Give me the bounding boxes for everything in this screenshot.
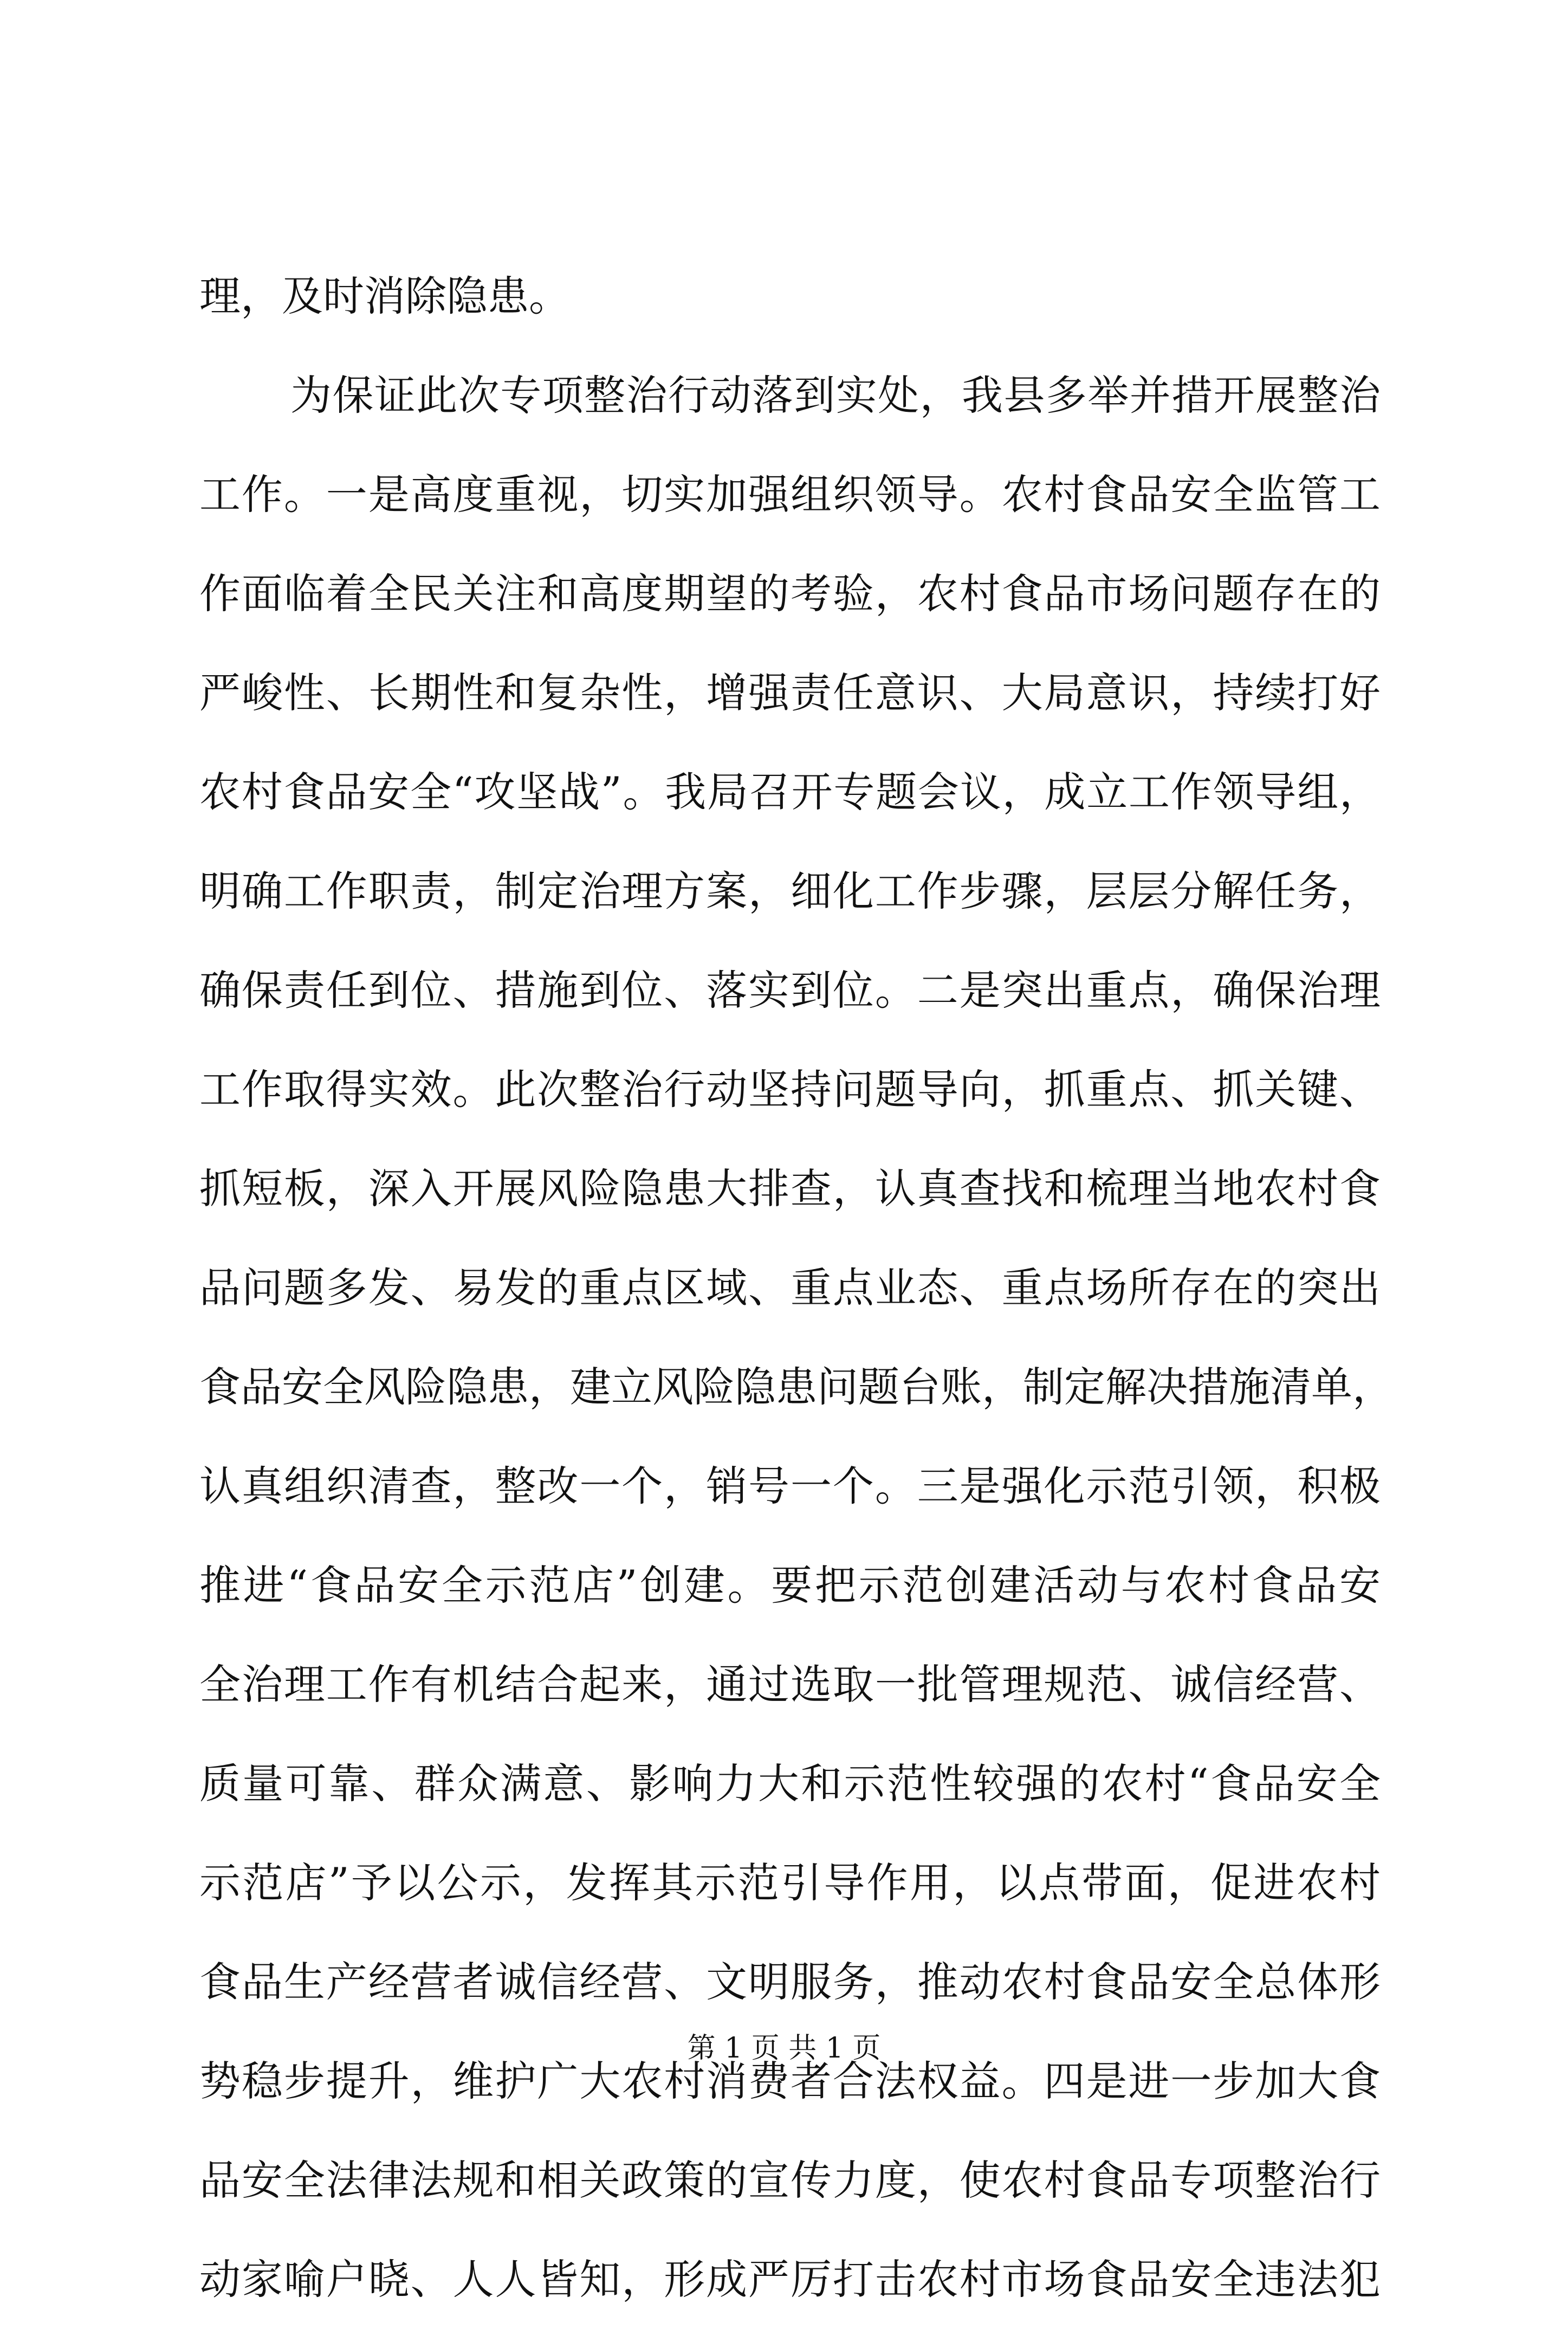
text-line: 理，及时消除隐患。 — [199, 272, 570, 320]
page-number: 第 1 页 共 1 页 — [687, 2032, 881, 2065]
text-line: 势稳步提升，维护广大农村消费者合法权益。四是进一步加大食 — [199, 2057, 1381, 2105]
text-line: 品问题多发、易发的重点区域、重点业态、重点场所存在的突出 — [199, 1264, 1381, 1312]
text-line: 质量可靠、群众满意、影响力大和示范性较强的农村“食品安全 — [199, 1759, 1381, 1808]
text-line: 工作取得实效。此次整治行动坚持问题导向，抓重点、抓关键、 — [199, 1065, 1381, 1114]
text-line: 为保证此次专项整治行动落到实处，我县多举并措开展整治 — [290, 371, 1381, 419]
page-footer — [0, 2029, 1568, 2067]
text-line: 明确工作职责，制定治理方案，细化工作步骤，层层分解任务， — [199, 867, 1381, 915]
text-line: 严峻性、长期性和复杂性，增强责任意识、大局意识，持续打好 — [199, 669, 1381, 717]
text-line: 认真组织清查，整改一个，销号一个。三是强化示范引领，积极 — [199, 1462, 1381, 1510]
text-line: 品安全法律法规和相关政策的宣传力度，使农村食品专项整治行 — [199, 2156, 1381, 2204]
document-body — [199, 247, 1394, 2329]
text-line: 确保责任到位、措施到位、落实到位。二是突出重点，确保治理 — [199, 966, 1381, 1014]
text-line: 作面临着全民关注和高度期望的考验，农村食品市场问题存在的 — [199, 570, 1381, 618]
text-line: 食品生产经营者诚信经营、文明服务，推动农村食品安全总体形 — [199, 1958, 1381, 2006]
text-line: 抓短板，深入开展风险隐患大排查，认真查找和梳理当地农村食 — [199, 1164, 1381, 1213]
text-line: 示范店”予以公示，发挥其示范引导作用，以点带面，促进农村 — [199, 1859, 1381, 1907]
text-line: 动家喻户晓、人人皆知，形成严厉打击农村市场食品安全违法犯 — [199, 2255, 1381, 2304]
text-line: 食品安全风险隐患，建立风险隐患问题台账，制定解决措施清单， — [199, 1363, 1394, 1411]
text-line: 农村食品安全“攻坚战”。我局召开专题会议，成立工作领导组， — [199, 768, 1381, 816]
text-line: 推进“食品安全示范店”创建。要把示范创建活动与农村食品安 — [199, 1561, 1381, 1609]
text-line: 全治理工作有机结合起来，通过选取一批管理规范、诚信经营、 — [199, 1660, 1381, 1709]
text-line: 工作。一是高度重视，切实加强组织领导。农村食品安全监管工 — [199, 470, 1381, 519]
